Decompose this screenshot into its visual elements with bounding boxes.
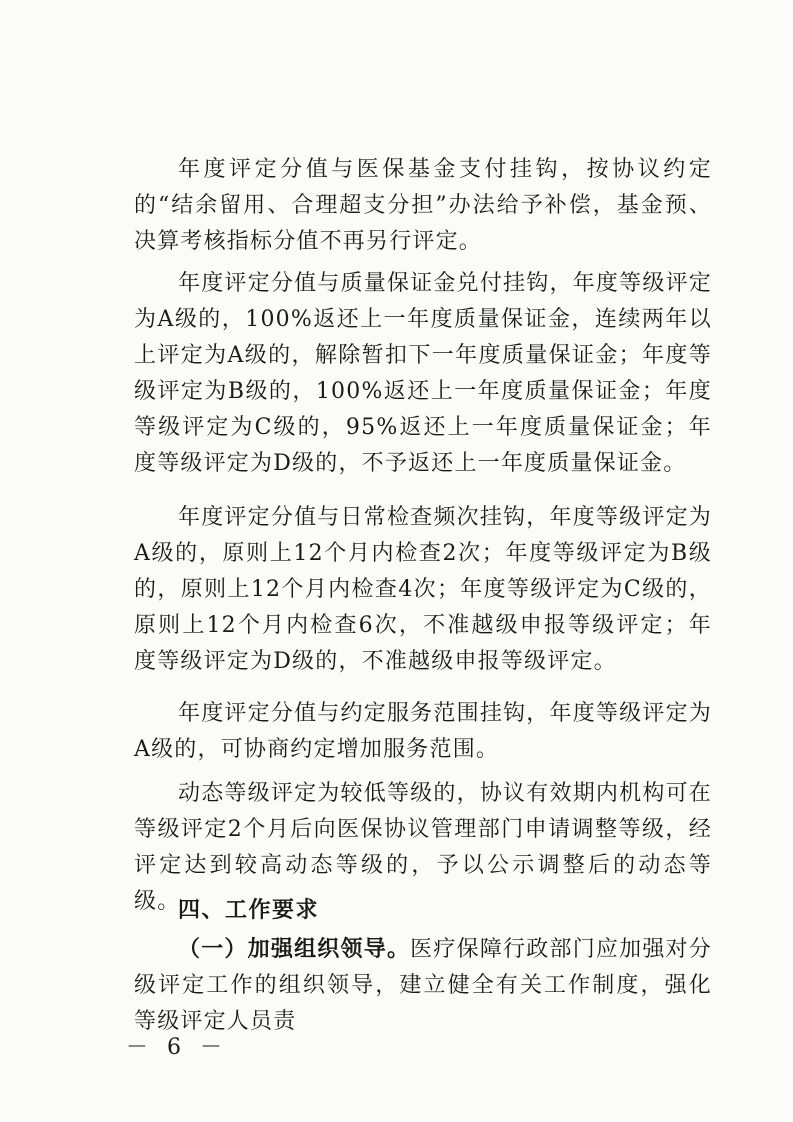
paragraph-service-scope: 年度评定分值与约定服务范围挂钩，年度等级评定为A级的，可协商约定增加服务范围。	[134, 701, 712, 762]
subsection-text: 医疗保障行政部门应加强对分级评定工作的组织领导，建立健全有关工作制度，强化等级评定人员责	[134, 937, 712, 1034]
page-number: － 6 －	[126, 1035, 228, 1060]
subsection-lead: （一）加强组织领导。	[178, 937, 411, 962]
paragraph-dynamic-grade: 动态等级评定为较低等级的，协议有效期内机构可在等级评定2个月后向医保协议管理部门申请调整等级，经评定达到较高动态等级的，予以公示调整后的动态等级。	[134, 781, 712, 914]
paragraph-inspection-frequency: 年度评定分值与日常检查频次挂钩，年度等级评定为A级的，原则上12个月内检查2次；年度等级评定为B级的，原则上12个月内检查4次；年度等级评定为C级的，原则上12个月内检查6次，不准越级申报等级评定；年度等级评定为D级的，不准越级申报等级评定。	[134, 505, 712, 674]
paragraph-quality-deposit: 年度评定分值与质量保证金兑付挂钩，年度等级评定为A级的，100%返还上一年度质量保证金，连续两年以上评定为A级的，解除暂扣下一年度质量保证金；年度等级评定为B级的，100%返还上一年度质量保证金；年度等级评定为C级的，95%返还上一年度质量保证金；年度等级评定为D级的，不予返还上一年度质量保证金。	[134, 271, 712, 476]
paragraph-fund-payment: 年度评定分值与医保基金支付挂钩，按协议约定的“结余留用、合理超支分担”办法给予补偿，基金预、决算考核指标分值不再另行评定。	[134, 157, 712, 254]
section-heading: 四、工作要求	[178, 898, 320, 923]
paragraph-organization-leadership	[134, 932, 712, 1040]
